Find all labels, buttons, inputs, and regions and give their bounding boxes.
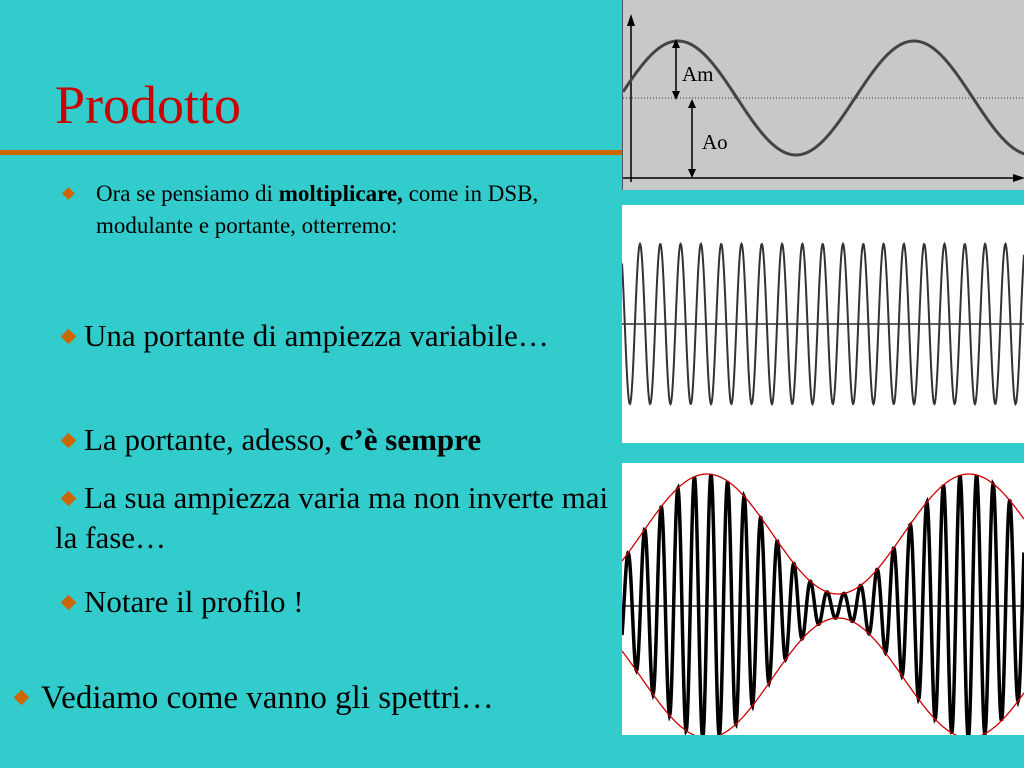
diamond-bullet-icon bbox=[14, 690, 30, 706]
bullet-text: La portante, adesso, bbox=[84, 422, 340, 457]
carrier-plot bbox=[622, 205, 1024, 443]
ao-arrow-down-icon bbox=[688, 169, 696, 178]
intro-suffix: come in DSB, modulante e portante, otterremo: bbox=[96, 181, 539, 238]
y-axis-arrow-icon bbox=[627, 14, 635, 26]
bottom-bullet bbox=[10, 680, 494, 717]
intro-prefix: Ora se pensiamo di bbox=[96, 181, 279, 206]
bottom-text: Vediamo come vanno gli spettri… bbox=[41, 680, 494, 716]
x-axis-arrow-icon bbox=[1013, 174, 1024, 182]
am-signal-figure bbox=[622, 463, 1024, 735]
diamond-bullet-icon bbox=[61, 491, 77, 507]
modulating-signal-plot bbox=[623, 0, 1024, 190]
ao-label: Ao bbox=[702, 130, 728, 154]
am-arrow-down-icon bbox=[672, 91, 680, 100]
ao-arrow-up-icon bbox=[688, 99, 696, 108]
bullet-bold: c’è sempre bbox=[339, 422, 482, 457]
am-label: Am bbox=[682, 62, 714, 86]
bullet-item bbox=[55, 420, 620, 460]
bullet-item bbox=[55, 582, 620, 622]
intro-text bbox=[60, 178, 580, 241]
diamond-bullet-icon bbox=[61, 595, 77, 611]
bullet-text: Notare il profilo ! bbox=[84, 584, 304, 619]
carrier-figure bbox=[622, 205, 1024, 443]
bullet-item bbox=[55, 478, 620, 559]
title-divider bbox=[0, 150, 622, 155]
bullet-item bbox=[55, 316, 620, 356]
diamond-bullet-icon bbox=[61, 329, 77, 345]
modulating-signal-figure bbox=[622, 0, 1024, 190]
intro-bullet bbox=[60, 178, 580, 241]
intro-bold: moltiplicare, bbox=[278, 181, 403, 206]
am-wave bbox=[622, 474, 1024, 735]
bullet-text: Una portante di ampiezza variabile… bbox=[84, 318, 549, 353]
am-signal-plot bbox=[622, 463, 1024, 735]
slide-title: Prodotto bbox=[55, 75, 242, 135]
bullet-text: La sua ampiezza varia ma non inverte mai la fase… bbox=[55, 480, 609, 556]
diamond-bullet-icon bbox=[61, 433, 77, 449]
